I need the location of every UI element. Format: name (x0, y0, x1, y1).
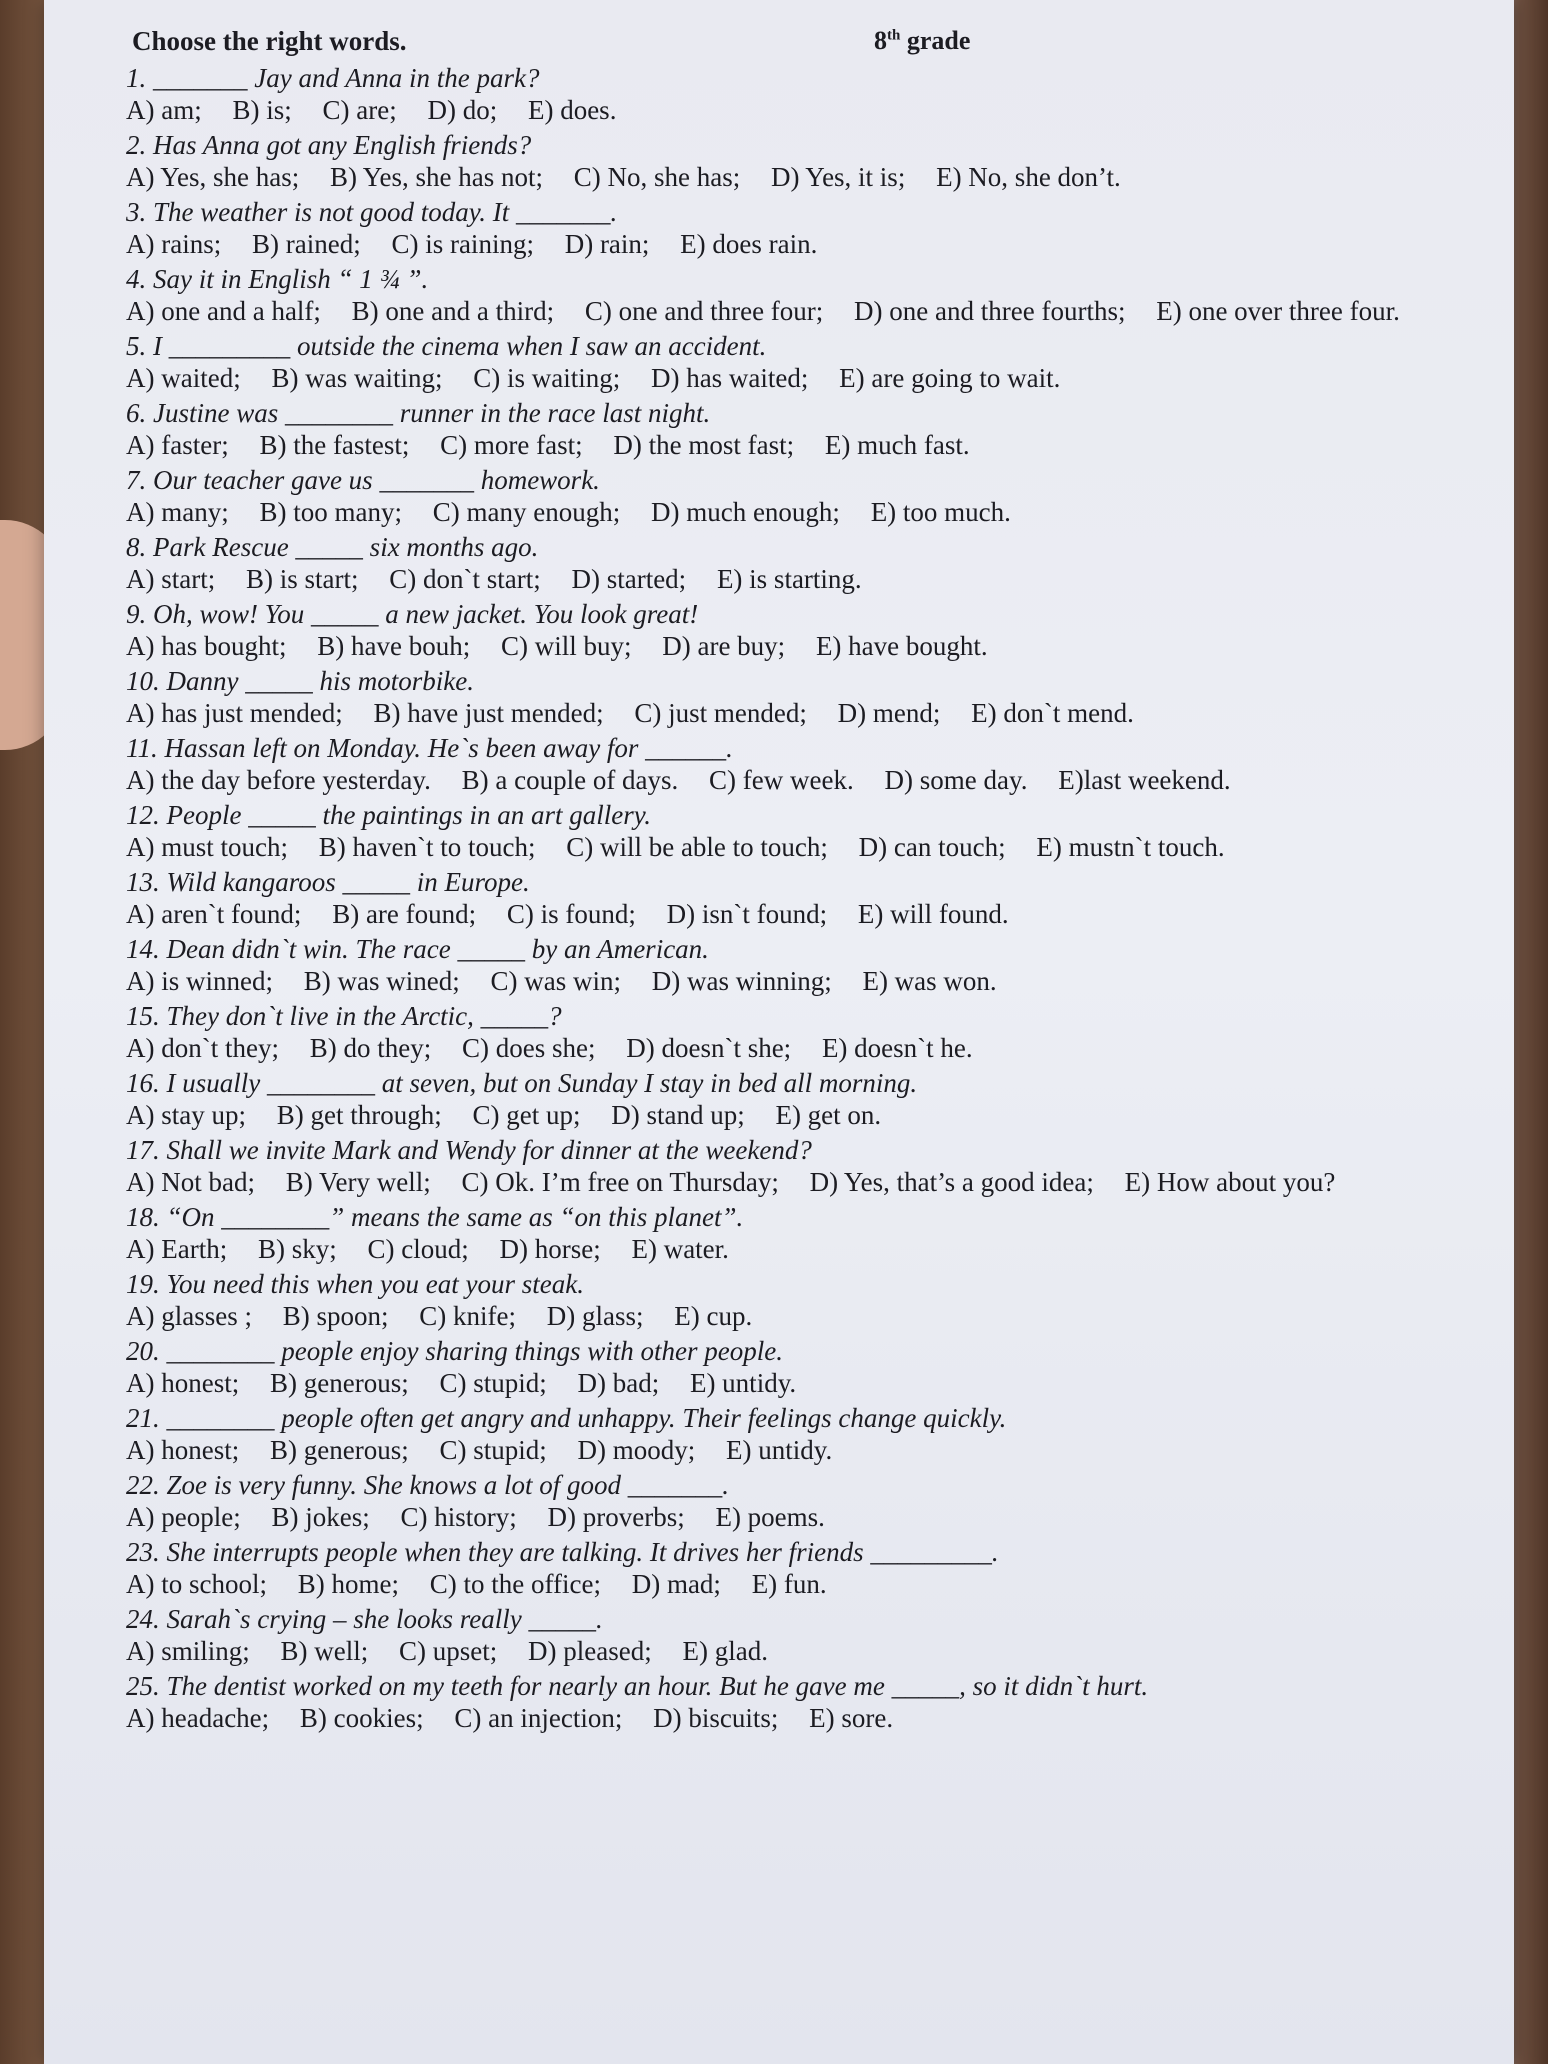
answer-option[interactable]: E) water. (631, 1234, 729, 1264)
answer-option[interactable]: C) No, she has; (573, 162, 741, 192)
answer-option[interactable]: D) has waited; (650, 363, 809, 393)
answer-option[interactable]: D) do; (427, 95, 498, 125)
answer-option[interactable]: C) is waiting; (473, 363, 621, 393)
answer-option[interactable]: A) the day before yesterday. (126, 765, 431, 795)
answer-option[interactable]: E) poems. (715, 1502, 825, 1532)
answer-options (126, 429, 1526, 462)
answer-option[interactable]: E) doesn`t he. (821, 1033, 973, 1063)
question-item (126, 531, 1526, 596)
answer-option[interactable]: E) glad. (682, 1636, 768, 1666)
answer-option[interactable]: C) does she; (461, 1033, 596, 1063)
answer-option[interactable]: E) How about you? (1124, 1167, 1336, 1197)
question-item (126, 598, 1526, 663)
answer-options (126, 1032, 1526, 1065)
question-text: 17. Shall we invite Mark and Wendy for dinner at the weekend? (126, 1135, 812, 1165)
answer-options (126, 1166, 1526, 1199)
question-text: 20. ________ people enjoy sharing things with other people. (126, 1336, 783, 1366)
answer-option[interactable]: C) get up; (472, 1100, 581, 1130)
answer-option[interactable]: C) are; (322, 95, 397, 125)
answer-option[interactable]: A) many; (126, 497, 229, 527)
answer-options (126, 496, 1526, 529)
answer-option[interactable]: E) much fast. (824, 430, 970, 460)
answer-option[interactable]: A) start; (126, 564, 216, 594)
answer-option[interactable]: E)last weekend. (1058, 765, 1231, 795)
answer-option[interactable]: E) untidy. (725, 1435, 833, 1465)
answer-option[interactable]: A) don`t they; (126, 1033, 279, 1063)
answer-option[interactable]: A) aren`t found; (126, 899, 302, 929)
question-item (126, 665, 1526, 730)
answer-option[interactable]: B) generous; (269, 1368, 409, 1398)
answer-option[interactable]: C) few week. (709, 765, 854, 795)
answer-option[interactable]: B) rained; (251, 229, 361, 259)
answer-options (126, 1434, 1526, 1467)
answer-option[interactable]: B) have just mended; (373, 698, 604, 728)
answer-option[interactable]: A) rains; (126, 229, 222, 259)
answer-option[interactable]: E) are going to wait. (839, 363, 1061, 393)
answer-option[interactable]: D) Yes, it is; (771, 162, 906, 192)
question-item (126, 1134, 1526, 1199)
question-item (126, 1670, 1526, 1735)
answer-option[interactable]: C) is found; (506, 899, 636, 929)
answer-option[interactable]: B) home; (297, 1569, 399, 1599)
answer-options (126, 161, 1526, 194)
answer-option[interactable]: C) will buy; (500, 631, 632, 661)
answer-option[interactable]: E) cup. (674, 1301, 753, 1331)
question-text: 25. The dentist worked on my teeth for nearly an hour. But he gave me _____, so it didn`t hurt. (126, 1671, 1149, 1701)
question-item (126, 196, 1526, 261)
question-item (126, 1402, 1526, 1467)
answer-option[interactable]: A) honest; (126, 1368, 240, 1398)
answer-option[interactable]: A) smiling; (126, 1636, 250, 1666)
answer-option[interactable]: E) untidy. (689, 1368, 797, 1398)
answer-option[interactable]: E) will found. (857, 899, 1009, 929)
answer-option[interactable]: D) rain; (564, 229, 650, 259)
grade-suffix: th (887, 27, 901, 44)
answer-option[interactable]: B) jokes; (271, 1502, 370, 1532)
answer-option[interactable]: E) No, she don’t. (936, 162, 1121, 192)
answer-option[interactable]: B) haven`t to touch; (318, 832, 536, 862)
answer-option[interactable]: B) generous; (269, 1435, 409, 1465)
question-item (126, 62, 1526, 127)
question-item (126, 330, 1526, 395)
answer-option[interactable]: B) the fastest; (259, 430, 410, 460)
answer-options (126, 831, 1526, 864)
answer-option[interactable]: C) just mended; (634, 698, 807, 728)
answer-option[interactable]: B) have bouh; (317, 631, 471, 661)
answer-options (126, 965, 1526, 998)
answer-option[interactable]: A) to school; (126, 1569, 267, 1599)
answer-option[interactable]: E) does. (527, 95, 617, 125)
answer-option[interactable]: E) mustn`t touch. (1036, 832, 1225, 862)
answer-option[interactable]: A) has just mended; (126, 698, 343, 728)
answer-options (126, 898, 1526, 931)
answer-option[interactable]: B) was waiting; (271, 363, 443, 393)
answer-option[interactable]: A) Not bad; (126, 1167, 255, 1197)
question-item (126, 263, 1526, 328)
answer-options (126, 563, 1526, 596)
answer-options (126, 630, 1526, 663)
question-text: 10. Danny _____ his motorbike. (126, 666, 474, 696)
answer-option[interactable]: A) waited; (126, 363, 241, 393)
answer-option[interactable]: D) can touch; (858, 832, 1006, 862)
answer-options (126, 1300, 1526, 1333)
question-item (126, 1201, 1526, 1266)
answer-option[interactable]: D) the most fast; (613, 430, 795, 460)
answer-options (126, 1568, 1526, 1601)
answer-option[interactable]: D) isn`t found; (666, 899, 828, 929)
answer-option[interactable]: D) doesn`t she; (626, 1033, 792, 1063)
answer-option[interactable]: D) Yes, that’s a good idea; (809, 1167, 1094, 1197)
answer-option[interactable]: D) one and three fourths; (854, 296, 1126, 326)
answer-options (126, 1501, 1526, 1534)
answer-option[interactable]: E) too much. (870, 497, 1011, 527)
answer-option[interactable]: E) does rain. (680, 229, 818, 259)
answer-option[interactable]: B) Very well; (285, 1167, 431, 1197)
answer-option[interactable]: C) will be able to touch; (566, 832, 828, 862)
question-text: 16. I usually ________ at seven, but on Sunday I stay in bed all morning. (126, 1068, 918, 1098)
answer-option[interactable]: A) honest; (126, 1435, 240, 1465)
question-text: 6. Justine was ________ runner in the race last night. (126, 398, 711, 428)
answer-option[interactable]: D) mad; (631, 1569, 721, 1599)
answer-option[interactable]: C) Ok. I’m free on Thursday; (461, 1167, 779, 1197)
answer-option[interactable]: A) Earth; (126, 1234, 228, 1264)
question-text: 14. Dean didn`t win. The race _____ by an American. (126, 934, 709, 964)
answer-option[interactable]: D) biscuits; (653, 1703, 779, 1733)
answer-options (126, 764, 1526, 797)
question-item (126, 464, 1526, 529)
answer-option[interactable]: B) spoon; (282, 1301, 389, 1331)
grade-word: grade (906, 26, 971, 55)
answer-option[interactable]: D) horse; (499, 1234, 601, 1264)
question-text: 18. “On ________” means the same as “on this planet”. (126, 1202, 744, 1232)
answer-option[interactable]: C) many enough; (432, 497, 621, 527)
answer-option[interactable]: A) has bought; (126, 631, 287, 661)
answer-options (126, 228, 1526, 261)
answer-option[interactable]: D) mend; (837, 698, 941, 728)
answer-option[interactable]: D) pleased; (528, 1636, 652, 1666)
question-text: 13. Wild kangaroos _____ in Europe. (126, 867, 530, 897)
question-item (126, 397, 1526, 462)
grade-label (874, 26, 970, 56)
question-list (126, 62, 1526, 1737)
question-text: 24. Sarah`s crying – she looks really _____. (126, 1604, 603, 1634)
answer-options (126, 1702, 1526, 1735)
answer-option[interactable]: B) get through; (276, 1100, 442, 1130)
question-text: 9. Oh, wow! You _____ a new jacket. You look great! (126, 599, 699, 629)
answer-option[interactable]: E) one over three four. (1156, 296, 1400, 326)
answer-option[interactable]: C) upset; (399, 1636, 498, 1666)
answer-option[interactable]: D) moody; (577, 1435, 696, 1465)
question-item (126, 1067, 1526, 1132)
question-text: 21. ________ people often get angry and unhappy. Their feelings change quickly. (126, 1403, 1007, 1433)
question-item (126, 1536, 1526, 1601)
answer-option[interactable]: E) is starting. (716, 564, 862, 594)
question-item (126, 799, 1526, 864)
answer-option[interactable]: A) headache; (126, 1703, 270, 1733)
answer-option[interactable]: E) sore. (809, 1703, 894, 1733)
answer-option[interactable]: B) sky; (257, 1234, 337, 1264)
question-text: 5. I _________ outside the cinema when I saw an accident. (126, 331, 767, 361)
answer-option[interactable]: D) was winning; (651, 966, 832, 996)
answer-option[interactable]: B) do they; (309, 1033, 432, 1063)
question-text: 2. Has Anna got any English friends? (126, 130, 532, 160)
grade-number: 8 (874, 26, 887, 55)
answer-options (126, 362, 1526, 395)
answer-option[interactable]: C) one and three four; (584, 296, 824, 326)
answer-option[interactable]: B) well; (280, 1636, 369, 1666)
answer-option[interactable]: C) stupid; (439, 1435, 547, 1465)
answer-options (126, 94, 1526, 127)
question-text: 11. Hassan left on Monday. He`s been away for ______. (126, 733, 733, 763)
worksheet-paper (44, 0, 1514, 2064)
answer-option[interactable]: A) faster; (126, 430, 229, 460)
answer-option[interactable]: A) must touch; (126, 832, 288, 862)
answer-option[interactable]: C) don`t start; (389, 564, 541, 594)
answer-option[interactable]: C) stupid; (439, 1368, 547, 1398)
answer-option[interactable]: D) stand up; (611, 1100, 745, 1130)
question-item (126, 1000, 1526, 1065)
answer-option[interactable]: C) knife; (419, 1301, 516, 1331)
question-item (126, 732, 1526, 797)
answer-option[interactable]: E) fun. (751, 1569, 827, 1599)
answer-option[interactable]: D) proverbs; (547, 1502, 685, 1532)
answer-option[interactable]: C) more fast; (440, 430, 583, 460)
answer-option[interactable]: C) is raining; (391, 229, 534, 259)
answer-option[interactable]: B) cookies; (299, 1703, 424, 1733)
answer-option[interactable]: D) started; (571, 564, 687, 594)
answer-options (126, 295, 1466, 328)
page-title: Choose the right words. (132, 26, 407, 56)
question-item (126, 129, 1526, 194)
question-text: 23. She interrupts people when they are talking. It drives her friends _________. (126, 1537, 999, 1567)
answer-option[interactable]: D) are buy; (662, 631, 786, 661)
answer-option[interactable]: D) much enough; (650, 497, 840, 527)
question-text: 12. People _____ the paintings in an art gallery. (126, 800, 651, 830)
answer-option[interactable]: B) is; (232, 95, 292, 125)
question-text: 7. Our teacher gave us _______ homework. (126, 465, 600, 495)
answer-option[interactable]: A) am; (126, 95, 202, 125)
answer-option[interactable]: B) a couple of days. (461, 765, 679, 795)
answer-option[interactable]: B) was wined; (303, 966, 460, 996)
answer-option[interactable]: A) is winned; (126, 966, 273, 996)
question-text: 15. They don`t live in the Arctic, _____? (126, 1001, 562, 1031)
answer-option[interactable]: C) cloud; (367, 1234, 469, 1264)
answer-option[interactable]: B) Yes, she has not; (330, 162, 544, 192)
answer-option[interactable]: C) to the office; (429, 1569, 601, 1599)
answer-option[interactable]: B) is start; (245, 564, 359, 594)
answer-option[interactable]: A) glasses ; (126, 1301, 252, 1331)
question-text: 3. The weather is not good today. It _______. (126, 197, 618, 227)
question-text: 8. Park Rescue _____ six months ago. (126, 532, 539, 562)
answer-option[interactable]: E) was won. (862, 966, 997, 996)
question-text: 4. Say it in English “ 1 ¾ ”. (126, 264, 429, 294)
answer-option[interactable]: A) people; (126, 1502, 241, 1532)
answer-option[interactable]: D) bad; (577, 1368, 660, 1398)
answer-options (126, 1233, 1526, 1266)
answer-options (126, 697, 1526, 730)
answer-option[interactable]: A) stay up; (126, 1100, 246, 1130)
answer-option[interactable]: D) some day. (884, 765, 1028, 795)
answer-option[interactable]: D) glass; (546, 1301, 644, 1331)
question-item (126, 1335, 1526, 1400)
question-text: 1. _______ Jay and Anna in the park? (126, 63, 540, 93)
answer-option[interactable]: C) history; (400, 1502, 517, 1532)
question-text: 19. You need this when you eat your steak. (126, 1269, 584, 1299)
question-item (126, 866, 1526, 931)
answer-options (126, 1099, 1526, 1132)
answer-option[interactable]: E) don`t mend. (971, 698, 1134, 728)
answer-option[interactable]: B) are found; (332, 899, 477, 929)
answer-option[interactable]: E) get on. (775, 1100, 882, 1130)
question-item (126, 1469, 1526, 1534)
answer-option[interactable]: B) too many; (259, 497, 402, 527)
answer-option[interactable]: C) was win; (490, 966, 621, 996)
answer-option[interactable]: A) Yes, she has; (126, 162, 300, 192)
question-item (126, 1603, 1526, 1668)
answer-option[interactable]: C) an injection; (454, 1703, 623, 1733)
question-text: 22. Zoe is very funny. She knows a lot of good _______. (126, 1470, 729, 1500)
question-item (126, 1268, 1526, 1333)
answer-option[interactable]: B) one and a third; (351, 296, 555, 326)
answer-option[interactable]: A) one and a half; (126, 296, 321, 326)
answer-option[interactable]: E) have bought. (815, 631, 988, 661)
question-item (126, 933, 1526, 998)
answer-options (126, 1367, 1526, 1400)
answer-options (126, 1635, 1526, 1668)
